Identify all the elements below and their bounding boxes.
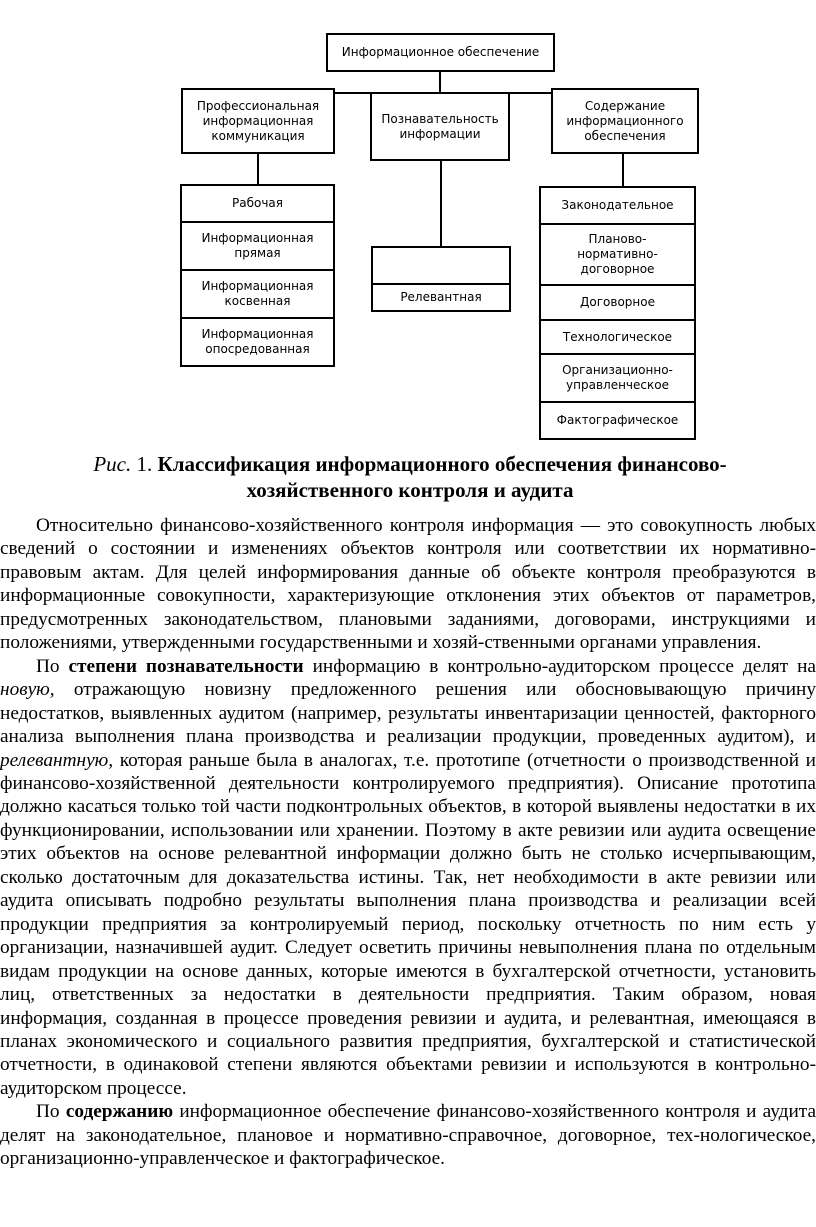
caption-line-2 [60, 477, 760, 503]
p3-text-2: информационное обеспечение финансово-хозяйственного контроля и аудита делят на законодательное, плановое и нормативно-справочное, договорное, тех-нологическое, организационно-управленческое и фактографическое. [0, 1101, 816, 1170]
item-relevant: Релевантная [371, 283, 511, 312]
p3-bold-content: содержанию [65, 1101, 174, 1123]
classification-diagram [0, 0, 816, 445]
branch-content-provision: Содержание информационного обеспечения [551, 88, 699, 154]
item-working: Рабочая [180, 184, 335, 223]
p2-text-2: информацию в контрольно-аудиторском процессе делят на [303, 655, 816, 677]
caption-fig-label: Рис. [93, 452, 132, 476]
p2-bold-cognitive-degree: степени познавательности [68, 655, 304, 677]
item-mediated: Информационная опосредованная [180, 317, 335, 367]
p2-italic-new: новую, [0, 679, 55, 701]
branch-professional-communication: Профессиональная информационная коммуникация [181, 88, 335, 154]
item-organizational: Организационно- управленческое [539, 353, 696, 403]
item-technological: Технологическое [539, 319, 696, 355]
paragraph-3 [0, 1100, 816, 1170]
root-box: Информационное обеспечение [326, 33, 555, 72]
branch-cognitive-information: Познавательность информации [370, 92, 510, 161]
caption-title-1: Классификация информационного обеспечения финансово- [157, 452, 727, 476]
paragraph-1: Относительно финансово-хозяйственного контроля информация — это совокупность любых сведений о состоянии и изменениях объектов контроля или соответствии их нормативно-правовым актам. Для целей информирования данные об объекте контроля преобразуются в информационные совокупности, характеризующие отклонения этих объектов от параметров, предусмотренных законодательством, плановыми заданиями, договорами, инструкциями и положениями, утвержденными государственными и хозяй-ственными органами управления. [0, 515, 816, 654]
item-indirect: Информационная косвенная [180, 269, 335, 319]
figure-caption [60, 451, 760, 503]
p2-text-4: которая раньше была в аналогах, т.е. прототипе (отчетности о производственной и финансово-хозяйственной деятельности контролируемого предприятия). Описание прототипа должно касаться только той части подконтрольных объектов, в которой выявлены недостатки в их функционировании, использовании или хранении. Поэтому в акте ревизии или аудита освещение этих объектов на основе релевантной информации должно быть не столько исчерпывающим, сколько достаточным для доказательства истины. Так, нет необходимости в акте ревизии или аудита описывать подробно результаты выполнения плана производства и реализации всей продукции предприятия за контролируемый период, поскольку отчетность по ним есть у организации, назначившей аудит. Следует осветить причины невыполнения плана по отдельным видам продукции на основе данных, которые имеются в бухгалтерской отчетности, установить лиц, ответственных за недостатки в деятельности предприятия. Таким образом, новая информация, созданная в процессе проведения ревизии и аудита, и релевантная, имеющаяся в планах экономического и социального развития предприятия, бухгалтерской и статистической отчетности, в одинаковой степени являются объектами ревизии и используются в контрольно-аудиторском процессе. [0, 749, 816, 1099]
item-direct: Информационная прямая [180, 221, 335, 271]
item-planned-normative: Планово- нормативно- договорное [539, 223, 696, 286]
item-contractual: Договорное [539, 284, 696, 321]
item-new-empty [371, 246, 511, 285]
caption-fig-number: 1. [131, 452, 158, 476]
p2-text-3: отражающую новизну предложенного решения или обосновывающую причину недостатков, выявленных аудитом (например, результаты инвентаризации ценностей, факторного анализа выполнения плана производства и реализации продукции, проведенных аудитом), и [0, 679, 816, 748]
body-text [0, 514, 816, 1171]
p3-text-1: По [36, 1101, 66, 1123]
p2-text-1: По [36, 655, 69, 677]
caption-title-2: хозяйственного контроля и аудита [246, 478, 574, 502]
item-legislative: Законодательное [539, 186, 696, 225]
p2-italic-relevant: релевантную, [0, 749, 114, 771]
caption-line-1 [60, 451, 760, 477]
paragraph-2 [0, 655, 816, 1101]
item-factographic: Фактографическое [539, 401, 696, 440]
